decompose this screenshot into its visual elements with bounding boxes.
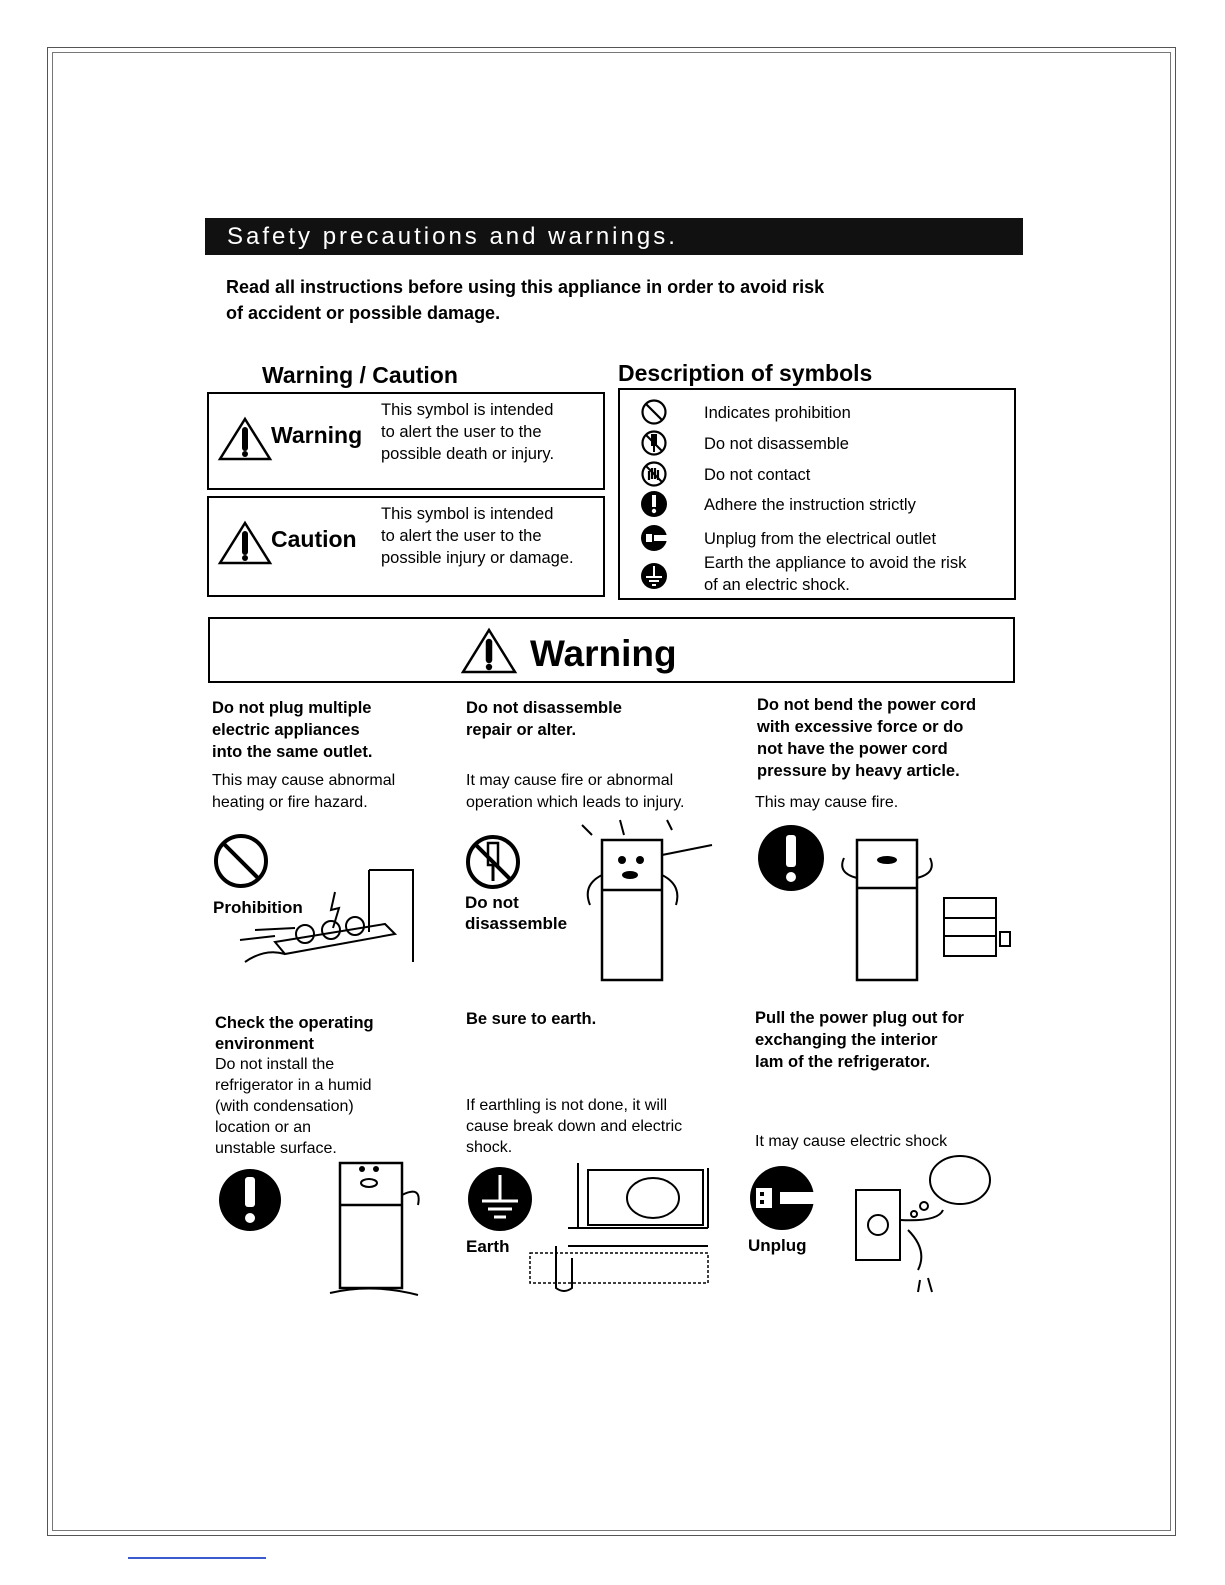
item2-body-1: It may cause fire or abnormal [466, 772, 674, 789]
symbol-text-earth-2: of an electric shock. [704, 576, 850, 594]
symbol-text-disassemble: Do not disassemble [704, 435, 849, 453]
item1-head-2: electric appliances [212, 721, 360, 739]
item2-pic-label-2: disassemble [465, 914, 568, 933]
item5-compressor-illustration [528, 1158, 713, 1293]
symbol-row-contact [640, 460, 1015, 490]
item4-exclamation-icon [217, 1167, 283, 1233]
symbol-text-earth-1: Earth the appliance to avoid the risk [704, 554, 967, 572]
warning-section-title: Warning [530, 633, 677, 674]
item5-earth-icon [466, 1165, 534, 1233]
symbol-text-contact: Do not contact [704, 466, 811, 484]
item1-head-3: into the same outlet. [212, 743, 373, 761]
item1-head-1: Do not plug multiple [212, 699, 372, 717]
item5-pic-label: Earth [466, 1237, 510, 1256]
item6-outlet-illustration [848, 1150, 998, 1295]
bottom-link-underline [128, 1557, 266, 1559]
symbol-text-unplug: Unplug from the electrical outlet [704, 530, 937, 548]
item3-head-2: with excessive force or do [757, 718, 964, 736]
page-banner: Safety precautions and warnings. [205, 218, 1023, 255]
symbol-text-prohibition: Indicates prohibition [704, 404, 851, 422]
item6-head-1: Pull the power plug out for [755, 1009, 964, 1027]
symbol-row-prohibition [640, 398, 1015, 428]
item4-body-3: (with condensation) [215, 1098, 354, 1115]
no-disassemble-icon [640, 429, 668, 457]
warning-section-triangle-icon [460, 627, 518, 675]
symbol-text-adhere: Adhere the instruction strictly [704, 496, 916, 514]
caution-triangle-icon [217, 520, 273, 566]
item3-head-1: Do not bend the power cord [757, 696, 977, 714]
item3-exclamation-icon [756, 823, 826, 893]
unplug-icon [640, 524, 668, 552]
item1-body-2: heating or fire hazard. [212, 794, 368, 811]
warning-caution-title: Warning / Caution [262, 362, 458, 388]
exclamation-icon [640, 490, 668, 518]
item1-pic-label: Prohibition [213, 898, 303, 917]
symbol-row-earth [640, 554, 1015, 602]
item2-no-disassemble-icon [464, 833, 522, 891]
item5-body-1: If earthling is not done, it will [466, 1097, 667, 1114]
item5-body-2: cause break down and electric [466, 1118, 683, 1135]
item1-body-1: This may cause abnormal [212, 772, 396, 789]
caution-text-3: possible injury or damage. [381, 549, 574, 567]
warning-text-1: This symbol is intended [381, 401, 554, 419]
warning-triangle-icon [217, 416, 273, 462]
symbol-row-disassemble [640, 429, 1015, 459]
item4-body-2: refrigerator in a humid [215, 1077, 372, 1094]
item6-unplug-icon [748, 1164, 816, 1232]
item2-pic-label-1: Do not [465, 893, 519, 912]
item2-head-1: Do not disassemble [466, 699, 622, 717]
item4-body-5: unstable surface. [215, 1140, 337, 1157]
caution-text-2: to alert the user to the [381, 527, 542, 545]
prohibition-icon [640, 398, 668, 426]
item6-head-2: exchanging the interior [755, 1031, 938, 1049]
caution-label: Caution [271, 526, 357, 552]
warning-text-3: possible death or injury. [381, 445, 555, 463]
intro-text: Read all instructions before using this appliance in order to avoid risk of accident or possible damage. [226, 277, 825, 323]
item4-body-4: location or an [215, 1119, 312, 1136]
caution-text-1: This symbol is intended [381, 505, 554, 523]
item6-pic-label: Unplug [748, 1236, 807, 1255]
item6-head-3: lam of the refrigerator. [755, 1053, 931, 1071]
item4-head-2: environment [215, 1035, 315, 1053]
item3-body-1: This may cause fire. [755, 794, 899, 811]
item2-fridge-character-illustration [572, 815, 727, 985]
warning-text-2: to alert the user to the [381, 423, 542, 441]
item6-body-1: It may cause electric shock [755, 1133, 948, 1150]
item2-head-2: repair or alter. [466, 721, 577, 739]
caution-box [207, 496, 605, 597]
item4-head-1: Check the operating [215, 1014, 374, 1032]
item3-head-3: not have the power cord [757, 740, 948, 758]
item4-fridge-character-illustration [322, 1155, 432, 1300]
item1-power-strip-illustration [235, 862, 420, 972]
item2-body-2: operation which leads to injury. [466, 794, 685, 811]
no-contact-icon [640, 460, 668, 488]
item5-body-3: shock. [466, 1139, 513, 1156]
warning-box [207, 392, 605, 490]
symbol-row-adhere [640, 490, 1015, 520]
symbol-row-unplug [640, 524, 1015, 554]
symbols-title: Description of symbols [618, 360, 873, 386]
warning-label: Warning [271, 422, 363, 448]
warning-section-header [208, 617, 1015, 683]
item4-body-1: Do not install the [215, 1056, 335, 1073]
earth-icon [640, 562, 668, 590]
item3-head-4: pressure by heavy article. [757, 762, 960, 780]
item5-head-1: Be sure to earth. [466, 1010, 597, 1028]
item3-fridge-character-illustration [832, 828, 1022, 983]
